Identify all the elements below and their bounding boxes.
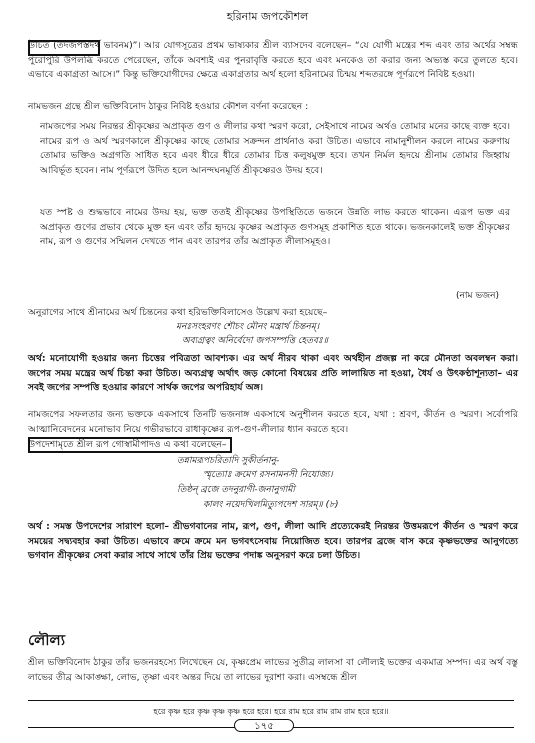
paragraph-2: নামভজন গ্রন্থে শ্রীল ভক্তিবিনোদ ঠাকুর নিবিষ্ট হওয়ার কৌশল বর্ণনা করেছেন : — [28, 101, 309, 112]
verse-1-line-1: মনঃসংহরণং শৌচং মৌনং মন্ত্রার্থ চিন্তনম্। — [176, 322, 320, 332]
highlight-box-top — [28, 40, 100, 56]
verse-2-line-1: তন্নামরূপচরিতাদি সুকীর্তনানু- — [177, 456, 280, 466]
paragraph-4: যত স্পষ্ট ও শুদ্ধভাবে নামের উদয় হয়, ভক্ত ততই শ্রীকৃষ্ণের উপস্থিতিতে ভজনে উন্নতি লাভ করতে থাকেন। এরূপ ভক্ত এর অপ্রাকৃত গুণের প্রভাব থেকে মুক্ত হন এবং তাঁর হৃদয়ে কৃষ্ণের অপ্রাকৃত গুণসমূহ প্রকাশিত হতে থাকে। ভজনকালেই ভক্ত শ্রীকৃষ্ণের নাম, রূপ ও গুণের সম্মিলন দেখতে পান এবং তারপর তাঁর অপ্রাকৃত লীলাসমূহও। — [40, 207, 510, 248]
footer-mantra: হরে কৃষ্ণ হরে কৃষ্ণ কৃষ্ণ কৃষ্ণ হরে হরে। হরে রাম হরে রাম রাম রাম হরে হরে॥ — [153, 707, 389, 716]
running-title: হরিনাম জপকৌশল — [226, 10, 309, 23]
paragraph-9-meaning: অর্থ : সমস্ত উপদেশের সারাংশ হলো– শ্রীভগবানের নাম, রূপ, গুণ, লীলা আদি প্রত্যেকেরই নিরন্তর উত্তমরূপে কীর্তন ও স্মরণ করে সময়ের সদ্ব্যবহার করা উচিত। এভাবে ক্রমে ক্রমে মন ভগবৎসেবায় নিয়োজিত হবে। তারপর ব্রজে বাস করে কৃষ্ণভক্তের আনুগত্যে ভগবান শ্রীকৃষ্ণের সেবা করার সাথে সাথে তাঁর প্রিয় ভক্তের পদাঙ্ক অনুসরণ করে চলা উচিত। — [28, 521, 518, 562]
paragraph-7: নামজপের সফলতার জন্য ভক্তকে একসাথে তিনটি ভজনাঙ্গ একসাথে অনুশীলন করতে হবে, যথা : শ্রবণ, কীর্তন ও স্মরণ। সর্বোপরি আত্মানিবেদনের মনোভাব নিয়ে গভীরভাবে রাধাকৃষ্ণের রূপ-গুণ-লীলার ধ্যান করতে হবে। — [28, 409, 518, 435]
verse-2-line-3: তিষ্ঠন্ ব্রজে তদনুরাগী-জনানুগামী — [177, 485, 295, 495]
verse-1-line-2: অব্যগ্রত্বং অনির্বেদো জপসম্পত্তি হেতবঃ॥ — [182, 336, 328, 346]
paragraph-8: উপদেশামৃতে শ্রীল রূপ গোস্বামীপাদও এ কথা বলেছেন– — [28, 439, 227, 450]
paragraph-5: অনুরাগের সাথে শ্রীনামের অর্থ চিন্তনের কথা হরিভক্তিবিলাসেও উল্লেখ করা হয়েছে– — [28, 307, 328, 318]
paragraph-1: উচিত (তদজপস্তদর্থ ভাবনম)”। আর যোগসূত্রের প্রথম ভাষ্যকার শ্রীল ব্যাসদেব বলেছেন– “যে যোগী মন্ত্রের শব্দ এবং তার অর্থের সম্বন্ধ পুরোপুরি উপলব্ধি করতে পেরেছেন, তাঁকে অবশ্যই এর পুনরাবৃত্তি করতে হবে এবং মনকেও তা করার জন্য অভ্যস্ত করে তুলতে হবে। এভাবে একাগ্রতা আসে।” কিন্তু ভক্তিযোগীদের ক্ষেত্রে একাগ্রতার অর্থ হলো হরিনামের চিন্ময় শব্দতরঙ্গে পূর্ণরূপে নিবিষ্ট হওয়া। — [28, 40, 518, 81]
page-number: ১৭৫ — [234, 719, 294, 732]
paragraph-3: নামজপের সময় নিরন্তর শ্রীকৃষ্ণের অপ্রাকৃত গুণ ও লীলার কথা স্মরণ করো, সেইসাথে নামের অর্থও তোমার মনের কাছে ব্যক্ত হবে। নামের রূপ ও অর্থ স্মরণকালে শ্রীকৃষ্ণের কাছে তোমার সক্রন্দন প্রার্থনাও করা উচিত। এভাবে নামানুশীলন করলে নামের করুণায় তোমার ভক্তিও অগ্রগতি সাধিত হবে এবং ধীরে ধীরে তোমার চিত্ত কলুষমুক্ত হবে। তখন নির্মল হৃদয়ে শ্রীনাম তোমার জিহ্বায় আবির্ভূত হবেন। নাম পূর্ণরূপে উদিত হলে আনন্দঘনমূর্তি শ্রীকৃষ্ণেরও উদয় হবে। — [40, 121, 510, 176]
section-heading: লৌল্য — [28, 631, 66, 649]
verse-2-line-4: কালং নয়েদখিলমিত্যুপদেশ সারম্॥ (৮) — [203, 500, 339, 510]
highlight-box-middle — [28, 437, 232, 453]
paragraph-10: শ্রীল ভক্তিবিনোদ ঠাকুর তাঁর ভজনরহস্যে লিখেছেন যে, কৃষ্ণপ্রেম লাভের সুতীব্র লালসা বা লৌল্যই ভক্তের একমাত্র সম্পদ। এর অর্থ বস্তু লাভের তীব্র আকাঙ্ক্ষা, লোভ, তৃষ্ণা এবং অন্তর দিয়ে তা লাভের দুরাশা করা। এসম্বন্ধে শ্রীল — [28, 657, 518, 683]
footer-rule — [28, 700, 514, 701]
source-tag: (নাম ভজন) — [456, 291, 499, 301]
paragraph-6-meaning: অর্থ: মনোযোগী হওয়ার জন্য চিত্তের পবিত্রতা আবশ্যক। এর অর্থ নীরব থাকা এবং অর্থহীন প্রজল্প না করে মৌনতা অবলম্বন করা। জপের সময় মন্ত্রের অর্থ চিন্তা করা উচিত। অব্যগ্রত্ব অর্থাৎ জড় কোনো বিষয়ের প্রতি লালায়িত না হওয়া, ধৈর্য ও উৎকণ্ঠাশূন্যতা– এর সবই জপের সম্পত্তি হওয়ার কারণে সার্থক জপের অপরিহার্য অঙ্গ। — [28, 353, 518, 394]
verse-2-line-2: স্মৃত্যোঃ ক্রমেণ রসনামনসী নিযোজ্য। — [203, 470, 333, 480]
